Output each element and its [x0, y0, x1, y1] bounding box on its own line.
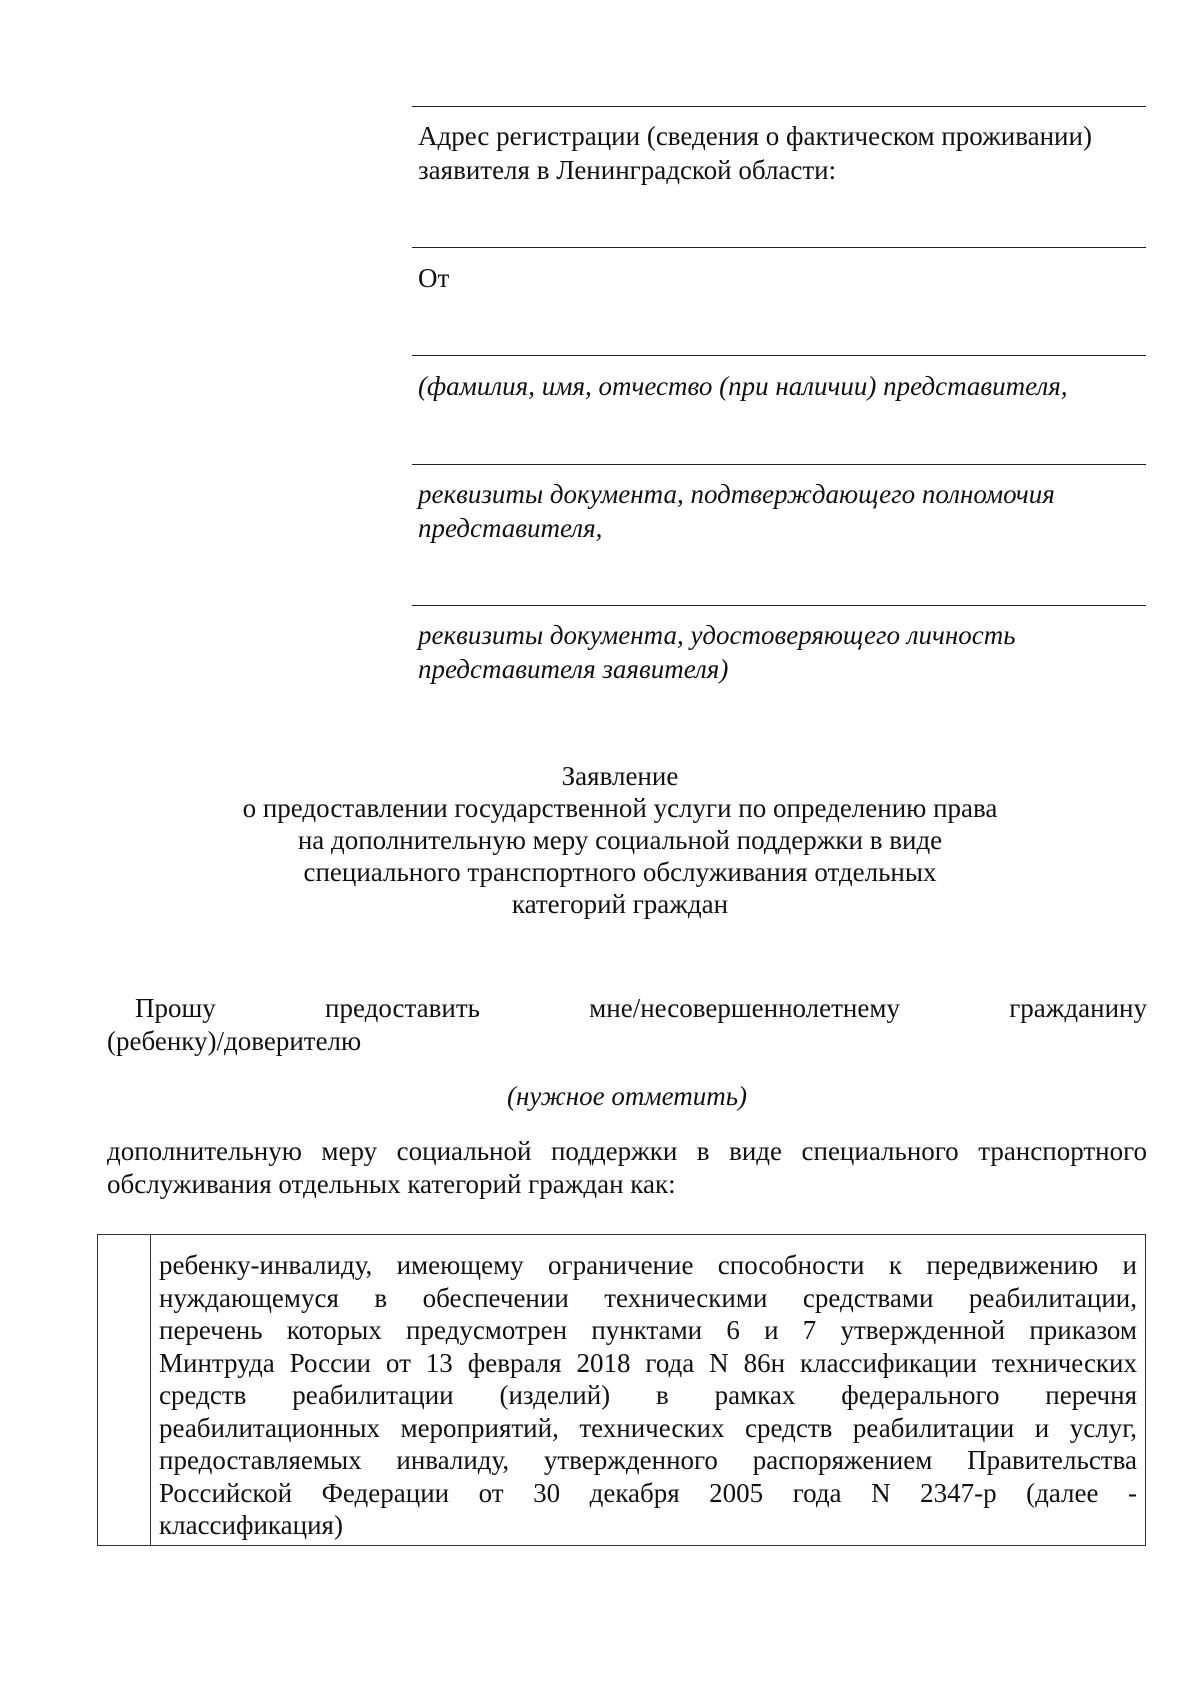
option-row [97, 1234, 1146, 1546]
title-line1: Заявление [561, 761, 679, 791]
request-para-line2: обслуживания отдельных категорий граждан как: [107, 1169, 676, 1199]
request-line2: (ребенку)/доверителю [107, 1026, 362, 1056]
select-hint: (нужное отметить) [506, 1081, 748, 1111]
title-line3: на дополнительную меру социальной поддержки в виде [297, 825, 943, 855]
request-word-predostavit: предоставить [325, 993, 480, 1023]
title-line2: о предоставлении государственной услуги по определению права [242, 793, 998, 823]
option-text-line: нуждающемуся в обеспечении техническими средствами реабилитации, [159, 1282, 1137, 1313]
option-text-line: Минтруда России от 13 февраля 2018 года N 86н классификации технических [159, 1347, 1137, 1378]
request-word-grazhdaninu: гражданину [1009, 993, 1147, 1023]
from-label: От [418, 263, 450, 293]
title-line4: специального транспортного обслуживания отдельных [303, 857, 937, 887]
request-para-line1: дополнительную меру социальной поддержки в виде специального транспортного [107, 1136, 1147, 1166]
option-text [159, 1249, 1137, 1542]
document-title [170, 760, 1070, 920]
address-blank-line[interactable] [412, 247, 1146, 248]
request-word-prosu: Прошу [135, 993, 216, 1023]
address-label-line1: Адрес регистрации (сведения о фактическом проживании) [418, 121, 1092, 151]
option-text-line: перечень которых предусмотрен пунктами 6 и 7 утвержденной приказом [159, 1315, 1137, 1345]
option-text-line: реабилитационных мероприятий, технических средств реабилитации и услуг, [159, 1412, 1137, 1443]
request-word-recipient: мне/несовершеннолетнему [589, 993, 900, 1023]
authority-doc-hint-line1: реквизиты документа, подтверждающего полномочия [418, 479, 1055, 509]
representative-name-blank-line[interactable] [412, 355, 1146, 356]
option-text-line: ребенку-инвалиду, имеющему ограничение способности к передвижению и [159, 1250, 1137, 1280]
identity-doc-blank-line[interactable] [412, 605, 1146, 606]
title-line5: категорий граждан [511, 889, 729, 919]
identity-doc-hint-line1: реквизиты документа, удостоверяющего личность [418, 620, 1016, 650]
option-text-line: Российской Федерации от 30 декабря 2005 года N 2347-р (далее - [159, 1477, 1137, 1508]
identity-doc-hint-line2: представителя заявителя) [418, 654, 729, 684]
representative-name-hint: (фамилия, имя, отчество (при наличии) представителя, [418, 371, 1068, 401]
authority-doc-blank-line[interactable] [412, 464, 1146, 465]
option-text-line: средств реабилитации (изделий) в рамках федерального перечня [159, 1380, 1137, 1410]
request-line1 [107, 992, 1147, 1024]
option-checkbox-cell[interactable] [98, 1235, 151, 1545]
option-text-line: классификация) [159, 1510, 343, 1540]
option-text-line: предоставляемых инвалиду, утвержденного распоряжением Правительства [159, 1445, 1137, 1475]
blank-line-top [412, 106, 1146, 107]
authority-doc-hint-line2: представителя, [418, 513, 603, 543]
address-label-line2: заявителя в Ленинградской области: [418, 155, 837, 185]
